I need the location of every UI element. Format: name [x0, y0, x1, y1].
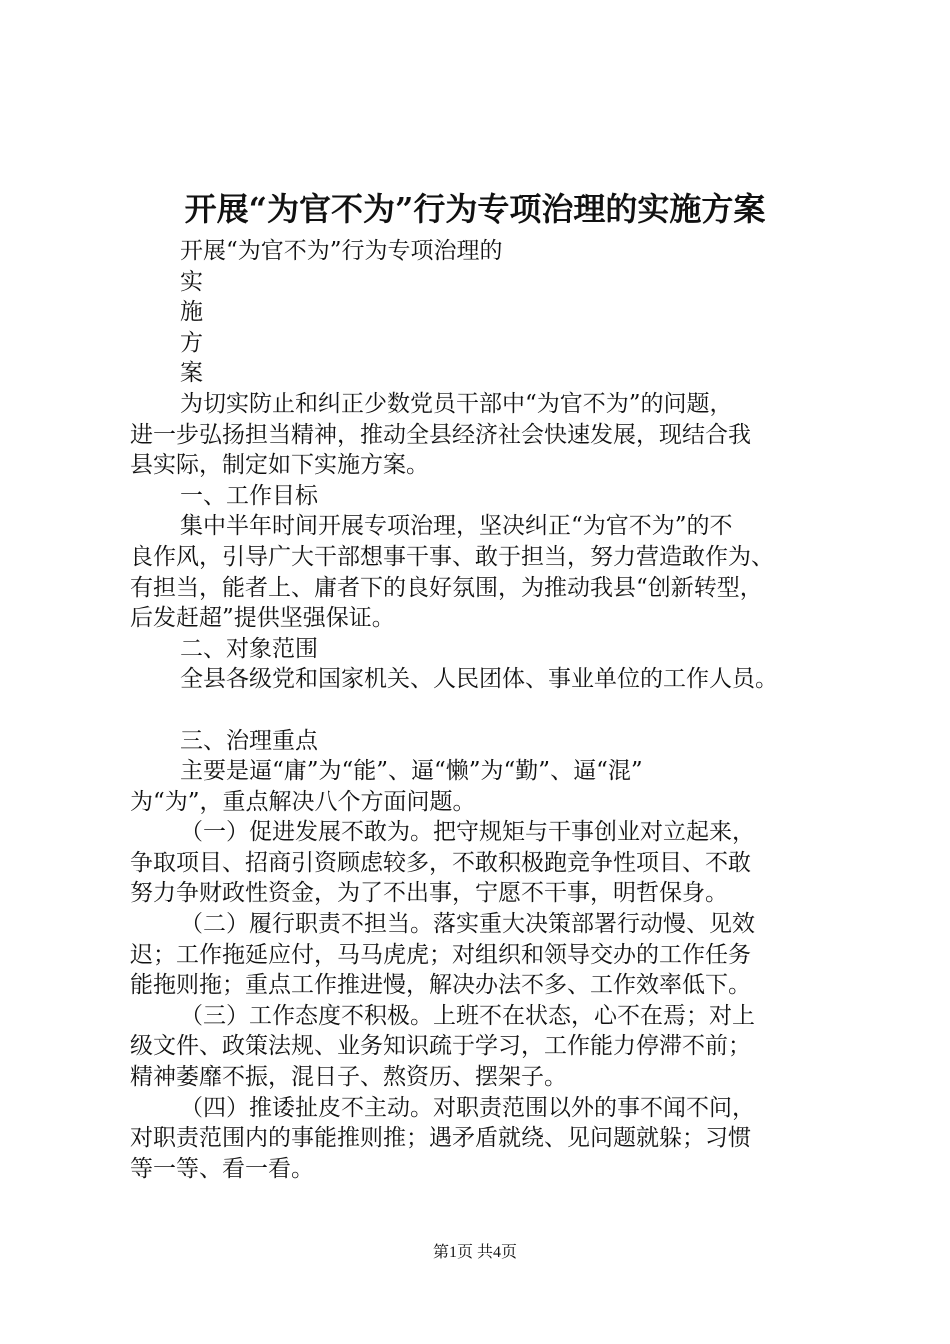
item3-line: 精神萎靡不振，混日子、熬资历、摆架子。: [130, 1064, 567, 1091]
subtitle-char: 实: [180, 268, 203, 295]
intro-line: 县实际，制定如下实施方案。: [130, 452, 429, 479]
subtitle-line: 开展“为官不为”行为专项治理的: [180, 238, 503, 264]
item2-line: 迟；工作拖延应付，马马虎虎；对组织和领导交办的工作任务: [130, 941, 751, 968]
item4-line: 对职责范围内的事能推则推；遇矛盾就绕、见问题就躲；习惯: [130, 1125, 751, 1152]
item2-line: （二）履行职责不担当。落实重大决策部署行动慢、见效: [180, 911, 755, 938]
section1-line: 良作风，引导广大干部想事干事、敢于担当，努力营造敢作为、: [130, 543, 774, 570]
subtitle-char: 案: [180, 360, 203, 387]
section-heading: 二、对象范围: [180, 635, 318, 662]
section3-intro-line: 为“为”，重点解决八个方面问题。: [130, 788, 476, 815]
section2-line: 全县各级党和国家机关、人民团体、事业单位的工作人员。: [180, 666, 778, 693]
document-title: 开展“为官不为”行为专项治理的实施方案: [184, 190, 766, 228]
section-heading: 一、工作目标: [180, 482, 318, 509]
document-body: [130, 236, 840, 1184]
item2-line: 能拖则拖；重点工作推进慢，解决办法不多、工作效率低下。: [130, 972, 751, 999]
subtitle-char: 方: [180, 329, 203, 356]
section1-line: 集中半年时间开展专项治理，坚决纠正“为官不为”的不: [180, 513, 733, 540]
section1-line: 后发赶超”提供坚强保证。: [130, 605, 395, 632]
intro-line: 为切实防止和纠正少数党员干部中“为官不为”的问题，: [180, 390, 733, 417]
intro-line: 进一步弘扬担当精神，推动全县经济社会快速发展，现结合我: [130, 421, 751, 448]
subtitle-char: 施: [180, 299, 203, 326]
item3-line: （三）工作态度不积极。上班不在状态，心不在焉；对上: [180, 1002, 755, 1029]
item4-line: （四）推诿扯皮不主动。对职责范围以外的事不闻不问，: [180, 1094, 755, 1121]
item3-line: 级文件、政策法规、业务知识疏于学习，工作能力停滞不前；: [130, 1033, 751, 1060]
section-heading: 三、治理重点: [180, 727, 318, 754]
page-footer: 第1页 共4页: [432, 1244, 517, 1261]
item1-line: 努力争财政性资金，为了不出事，宁愿不干事，明哲保身。: [130, 880, 728, 907]
item4-line: 等一等、看一看。: [130, 1155, 314, 1182]
section1-line: 有担当，能者上、庸者下的良好氛围，为推动我县“创新转型，: [130, 574, 763, 601]
item1-line: 争取项目、招商引资顾虑较多，不敢积极跑竞争性项目、不敢: [130, 849, 751, 876]
section3-intro-line: 主要是逼“庸”为“能”、逼“懒”为“勤”、逼“混”: [180, 758, 643, 785]
item1-line: （一）促进发展不敢为。把守规矩与干事创业对立起来，: [180, 819, 755, 846]
blank-line: [130, 695, 840, 726]
